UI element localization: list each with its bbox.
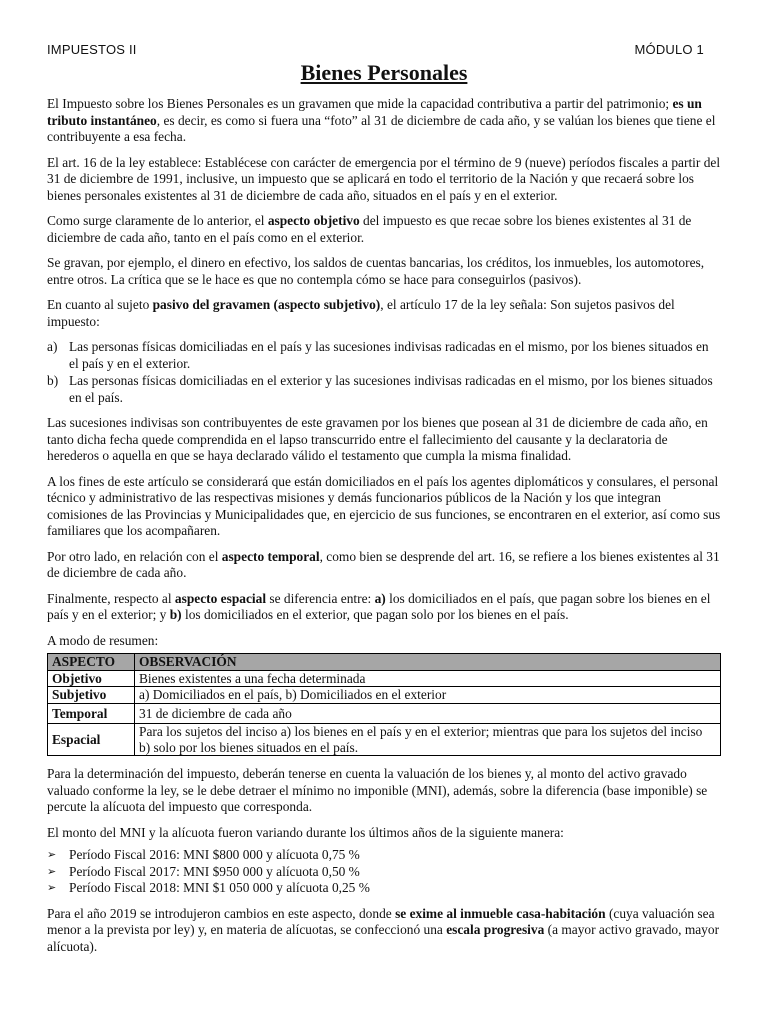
arrow-bullet-icon: ➢ — [47, 882, 57, 894]
table-cell-observation: Para los sujetos del inciso a) los bienes en el país y en el exterior; mientras que para los sujetos del inciso b) solo por los bienes situados en el país. — [135, 724, 721, 756]
page-header — [47, 42, 704, 57]
arrow-bullet-icon: ➢ — [47, 865, 57, 878]
paragraph-2019: Para el año 2019 se introdujeron cambios en este aspecto, donde se exime al inmueble casa-habitación (cuya valuación sea menor a la prevista por ley) y, en materia de alícuotas, se confeccionó una escala progresiva (a mayor activo gravado, mayor alícuota). — [47, 905, 720, 954]
header-course: IMPUESTOS II — [47, 42, 137, 57]
paragraph-art16: El art. 16 de la ley establece: Establécese con carácter de emergencia por el término de 9 (nueve) períodos fiscales a partir del 31 de diciembre de 1991, inclusive, un impuesto que se aplicará en todo el territorio de la Nación y que recaerá sobre los bienes personales existentes al 31 de diciembre de cada año, situados en el país y en el exterior. — [47, 154, 721, 203]
summary-table — [47, 653, 721, 756]
table-row — [48, 703, 721, 724]
document-title: Bienes Personales — [300, 60, 468, 85]
fiscal-periods-list — [47, 847, 721, 897]
header-module: MÓDULO 1 — [634, 42, 704, 57]
table-row — [48, 670, 721, 687]
table-cell-aspect: Objetivo — [48, 670, 135, 687]
table-cell-aspect: Espacial — [48, 724, 135, 756]
table-cell-observation: 31 de diciembre de cada año — [135, 703, 721, 724]
subjects-list — [47, 339, 721, 406]
table-cell-aspect: Subjetivo — [48, 687, 135, 704]
list-item: a) Las personas físicas domiciliadas en el país y las sucesiones indivisas radicadas en el mismo, por los bienes situados en el país y en el exterior. — [47, 339, 709, 371]
paragraph-determinacion: Para la determinación del impuesto, deberán tenerse en cuenta la valuación de los bienes y, al monto del activo gravado valuado conforme la ley, se le debe detraer el mínimo no imponible (MNI), además, sobre la diferencia (base imponible) se percute la alícuota del impuesto que corresponda. — [47, 766, 708, 814]
column-header-aspecto: ASPECTO — [48, 654, 135, 671]
paragraph-aspecto-espacial: Finalmente, respecto al aspecto espacial se diferencia entre: a) los domiciliados en el país, que pagan sobre los bienes en el país y en el exterior; y b) los domiciliados en el exterior, que pagan solo por los bienes en el país. — [47, 590, 711, 622]
paragraph-sujeto-pasivo: En cuanto al sujeto pasivo del gravamen (aspecto subjetivo), el artículo 17 de la ley señala: Son sujetos pasivos del impuesto: — [47, 297, 675, 329]
table-cell-observation: a) Domiciliados en el país, b) Domiciliados en el exterior — [135, 687, 721, 704]
column-header-observacion: OBSERVACIÓN — [135, 654, 721, 671]
table-header-row — [48, 654, 721, 671]
paragraph-resumen: A modo de resumen: — [47, 632, 159, 648]
paragraph-gravan: Se gravan, por ejemplo, el dinero en efectivo, los saldos de cuentas bancarias, los créditos, los inmuebles, los automotores, entre otros. La crítica que se le hace es que no contempla cómo se hace para conseguirlos (pasivos). — [47, 255, 705, 287]
paragraph-intro: El Impuesto sobre los Bienes Personales es un gravamen que mide la capacidad contributiva a partir del patrimonio; es un tributo instantáneo, es decir, es como si fuera una “foto” al 31 de diciembre de cada año, y se valúan los bienes que tiene el contribuyente a esa fecha. — [47, 96, 716, 144]
arrow-bullet-icon: ➢ — [47, 849, 57, 861]
list-item: ➢ Período Fiscal 2018: MNI $1 050 000 y alícuota 0,25 % — [47, 880, 370, 895]
paragraph-domiciliados: A los fines de este artículo se considerará que están domiciliados en el país los agentes diplomáticos y consulares, el personal técnico y administrativo de las respectivas misiones y demás funcionarios públicos de la Nación y los que integran comisiones de las Provincias y Municipalidades que, en ejercicio de sus funciones, se encontraren en el exterior, así como sus familiares que los acompañaren. — [47, 473, 721, 538]
paragraph-aspecto-temporal: Por otro lado, en relación con el aspecto temporal, como bien se desprende del art. 16, se refiere a los bienes existentes al 31 de diciembre de cada año. — [47, 548, 720, 580]
list-item: ➢ Período Fiscal 2016: MNI $800 000 y alícuota 0,75 % — [47, 847, 360, 862]
table-row — [48, 724, 721, 756]
paragraph-mni: El monto del MNI y la alícuota fueron variando durante los últimos años de la siguiente manera: — [47, 824, 564, 840]
table-cell-observation: Bienes existentes a una fecha determinada — [135, 670, 721, 687]
document-body — [47, 96, 721, 964]
paragraph-sucesiones: Las sucesiones indivisas son contribuyentes de este gravamen por los bienes que posean al 31 de diciembre de cada año, en tanto dicha fecha quede comprendida en el lapso transcurrido entre el fallecimiento del causante y la declaratoria de herederos o aquella en que se haya declarado válido el testamento que cumpla la misma finalidad. — [47, 415, 708, 463]
paragraph-aspecto-objetivo: Como surge claramente de lo anterior, el aspecto objetivo del impuesto es que recae sobre los bienes existentes al 31 de diciembre de cada año, tanto en el país como en el exterior. — [47, 213, 692, 245]
table-cell-aspect: Temporal — [48, 703, 135, 724]
list-item: ➢ Período Fiscal 2017: MNI $950 000 y alícuota 0,50 % — [47, 863, 360, 879]
list-item: b) Las personas físicas domiciliadas en el exterior y las sucesiones indivisas radicadas en el mismo, por los bienes situados en el país. — [47, 373, 713, 405]
table-row — [48, 687, 721, 704]
